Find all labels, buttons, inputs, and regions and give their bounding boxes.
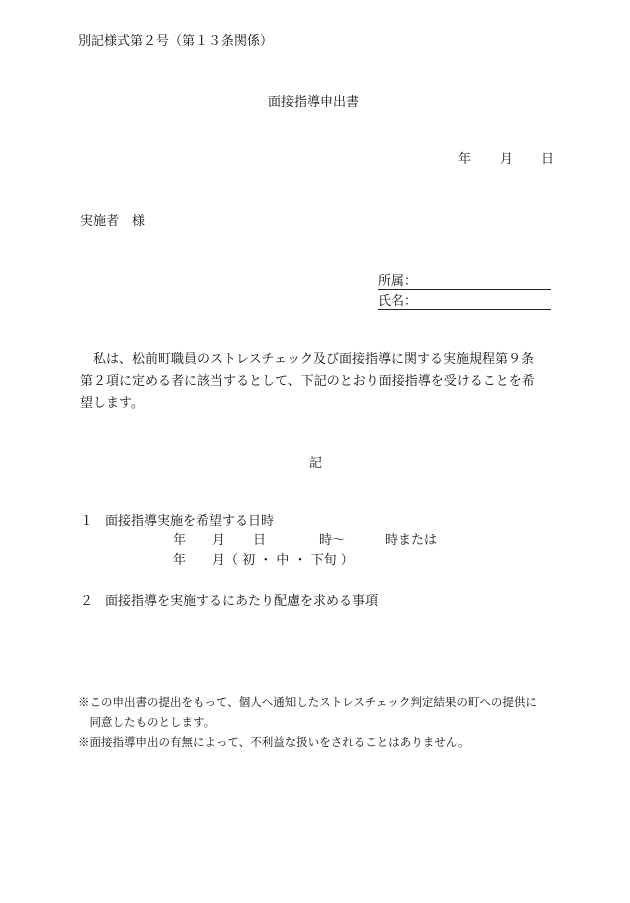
- form-number: 別記様式第２号（第１３条関係）: [78, 34, 274, 49]
- item-1-hour-from: 時～: [319, 533, 346, 548]
- item-1-hour-to: 時または: [385, 533, 438, 548]
- ki-heading: 記: [309, 456, 323, 471]
- body-line: 望します。: [80, 396, 144, 411]
- body-line: 私は、松前町職員のストレスチェック及び面接指導に関する実施規程第９条: [93, 352, 534, 367]
- item-2-number: ２: [80, 594, 94, 609]
- item-1-label: 面接指導実施を希望する日時: [105, 514, 275, 529]
- item-1-alt-year: 年: [173, 553, 187, 568]
- item-1-month: 月: [212, 533, 226, 548]
- date-year: 年: [458, 152, 472, 167]
- body-line: 第２項に定める者に該当するとして、下記のとおり面接指導を受けることを希: [80, 374, 535, 389]
- form-title: 面接指導申出書: [268, 95, 360, 110]
- item-1-number: １: [80, 514, 94, 529]
- addressee: 実施者 様: [80, 214, 146, 229]
- note-line: ※この申出書の提出をもって、個人へ通知したストレスチェック判定結果の町への提供に: [78, 695, 537, 709]
- item-1-day: 日: [253, 533, 267, 548]
- name-underline: [378, 309, 551, 310]
- item-2-label: 面接指導を実施するにあたり配慮を求める事項: [105, 594, 379, 609]
- affiliation-label: 所属：: [378, 274, 418, 289]
- note-line: 同意したものとします。: [78, 715, 216, 729]
- date-day: 日: [541, 152, 555, 167]
- date-month: 月: [500, 152, 514, 167]
- item-1-alt-period: 月（ 初 ・ 中 ・ 下旬 ）: [212, 553, 354, 568]
- name-label: 氏名：: [378, 294, 418, 309]
- note-line: ※面接指導申出の有無によって、不利益な扱いをされることはありません。: [78, 735, 470, 749]
- item-1-year: 年: [173, 533, 187, 548]
- affiliation-underline: [378, 289, 551, 290]
